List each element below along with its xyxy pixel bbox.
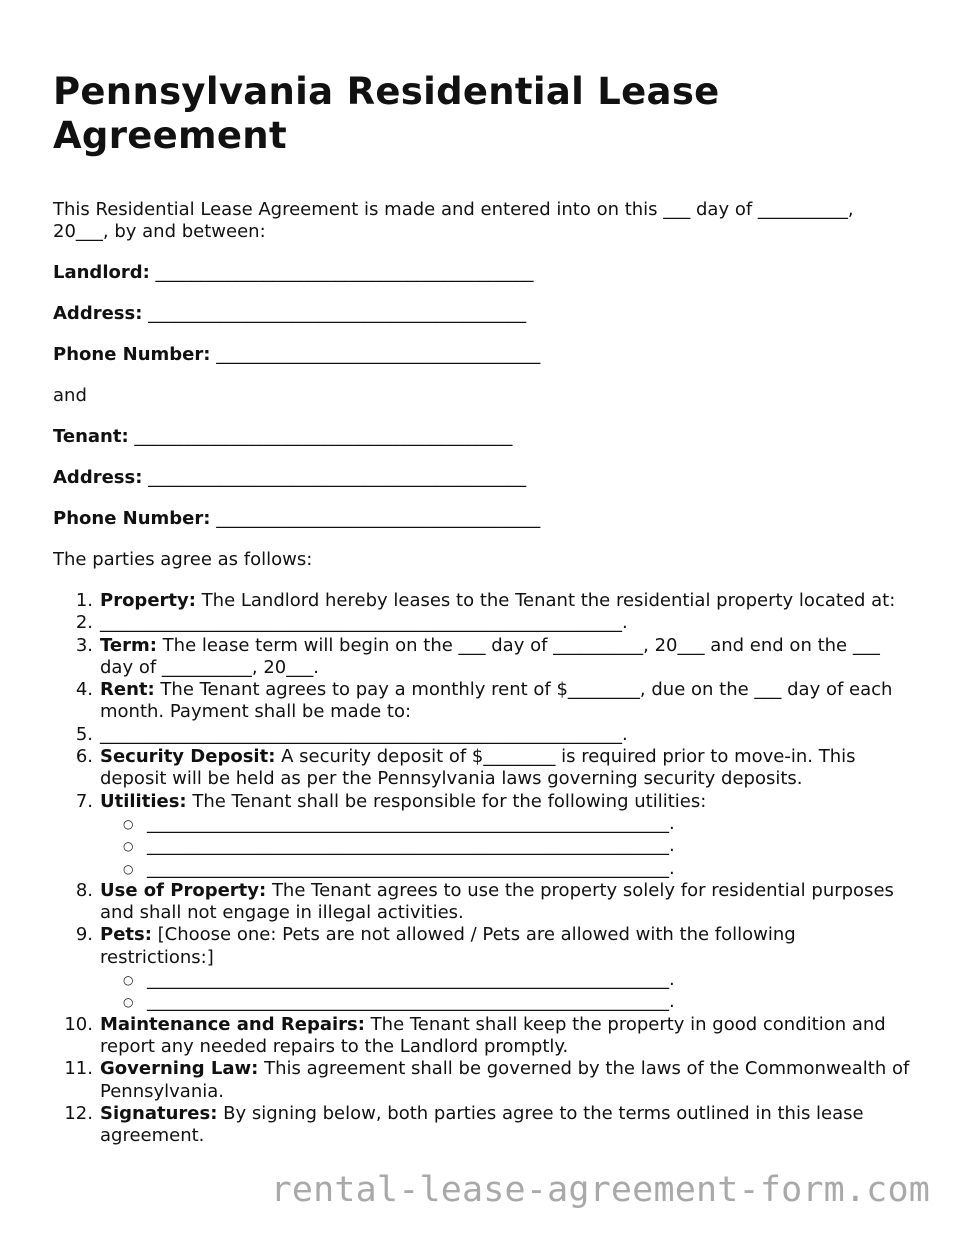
term-number: 12.: [64, 1102, 93, 1124]
landlord-name-blank: __________________________________________: [155, 262, 534, 283]
and-text: and: [53, 385, 87, 406]
term-number: 4.: [75, 679, 93, 701]
landlord-name-label: Landlord:: [53, 262, 150, 283]
landlord-phone-blank: ____________________________________: [216, 344, 541, 365]
term-number: 7.: [75, 790, 93, 812]
circle-bullet-icon: ○: [123, 861, 134, 876]
term-label: Property:: [100, 590, 196, 611]
pets-item: [100, 991, 913, 1013]
term-item: [53, 1014, 913, 1059]
term-item: [53, 1058, 913, 1103]
term-label: Utilities:: [100, 790, 187, 812]
page-title: Pennsylvania Residential Lease Agreement: [53, 70, 720, 157]
tenant-address-field: [53, 467, 913, 489]
landlord-phone-field: [53, 344, 913, 366]
document-page: [53, 70, 913, 1147]
term-text: The lease term will begin on the ___ day of __________, 20___ and end on the ___ day of __________, 20___.: [100, 634, 880, 678]
landlord-address-blank: __________________________________________: [148, 303, 527, 324]
term-label: Rent:: [100, 679, 155, 701]
tenant-address-label: Address:: [53, 467, 143, 488]
term-item: [53, 724, 913, 746]
term-item: [53, 924, 913, 1013]
term-text: The Tenant shall be responsible for the following utilities:: [186, 790, 707, 812]
tenant-phone-label: Phone Number:: [53, 508, 211, 529]
term-item: [53, 635, 913, 680]
circle-bullet-icon: ○: [123, 973, 134, 988]
circle-bullet-icon: ○: [123, 839, 134, 854]
term-text: __________________________________________________________.: [100, 723, 628, 745]
term-item: [53, 880, 913, 925]
watermark-text: rental-lease-agreement-form.com: [270, 1170, 930, 1210]
utilities-item: [100, 858, 913, 880]
term-label: Signatures:: [100, 1102, 218, 1124]
term-number: 8.: [75, 879, 93, 901]
term-item: [53, 590, 913, 612]
term-number: 6.: [75, 746, 93, 768]
term-text: The Tenant agrees to pay a monthly rent of $________, due on the ___ day of each month. Payment shall be made to:: [100, 679, 893, 723]
parties-agree-text: The parties agree as follows:: [53, 549, 313, 570]
terms-list: [53, 590, 913, 1147]
term-label: Term:: [100, 634, 157, 656]
term-text: The Tenant agrees to use the property solely for residential purposes and shall not engage in illegal activities.: [100, 879, 894, 924]
term-number: 5.: [75, 723, 93, 745]
term-text: The Landlord hereby leases to the Tenant the residential property located at:: [195, 590, 896, 611]
term-text: A security deposit of $________ is required prior to move-in. This deposit will be held as per the Pennsylvania laws governing security deposits.: [100, 746, 856, 790]
term-label: Use of Property:: [100, 879, 267, 901]
term-item: [53, 791, 913, 880]
term-text: [Choose one: Pets are not allowed / Pets are allowed with the following restrictions:]: [100, 924, 796, 968]
term-item: [53, 746, 913, 791]
term-label: Governing Law:: [100, 1058, 259, 1080]
term-number: 1.: [75, 590, 93, 611]
term-number: 2.: [75, 612, 93, 634]
term-label: Security Deposit:: [100, 746, 276, 768]
circle-bullet-icon: ○: [123, 995, 134, 1010]
landlord-name-field: [53, 262, 913, 284]
tenant-name-blank: __________________________________________: [134, 426, 513, 447]
utilities-list: [100, 813, 913, 880]
utilities-item: [100, 835, 913, 857]
pets-blank: __________________________________________________________.: [147, 991, 675, 1013]
pets-blank: __________________________________________________________.: [147, 969, 675, 991]
term-item: [53, 679, 913, 724]
pets-item: [100, 969, 913, 991]
circle-bullet-icon: ○: [123, 816, 134, 831]
landlord-address-label: Address:: [53, 303, 143, 324]
term-text: __________________________________________________________.: [100, 612, 628, 634]
term-number: 10.: [64, 1013, 93, 1035]
term-item: [53, 612, 913, 634]
pets-list: [100, 969, 913, 1014]
term-text: This agreement shall be governed by the laws of the Commonwealth of Pennsylvania.: [100, 1058, 910, 1102]
term-number: 3.: [75, 634, 93, 656]
term-number: 9.: [75, 924, 93, 946]
term-text: The Tenant shall keep the property in good condition and report any needed repairs to the Landlord promptly.: [100, 1013, 886, 1057]
term-label: Pets:: [100, 924, 152, 946]
utilities-blank: __________________________________________________________.: [147, 812, 675, 834]
term-text: By signing below, both parties agree to the terms outlined in this lease agreement.: [100, 1102, 864, 1147]
utilities-item: [100, 813, 913, 835]
tenant-name-label: Tenant:: [53, 426, 129, 447]
term-number: 11.: [64, 1058, 93, 1080]
term-label: Maintenance and Repairs:: [100, 1013, 365, 1035]
tenant-phone-field: [53, 508, 913, 530]
utilities-blank: __________________________________________________________.: [147, 857, 675, 879]
utilities-blank: __________________________________________________________.: [147, 835, 675, 857]
landlord-address-field: [53, 303, 913, 325]
term-item: [53, 1103, 913, 1148]
landlord-phone-label: Phone Number:: [53, 344, 211, 365]
intro-paragraph: This Residential Lease Agreement is made and entered into on this ___ day of __________, 20___, by and between:: [53, 199, 854, 242]
tenant-address-blank: __________________________________________: [148, 467, 527, 488]
tenant-phone-blank: ____________________________________: [216, 508, 541, 529]
tenant-name-field: [53, 426, 913, 448]
